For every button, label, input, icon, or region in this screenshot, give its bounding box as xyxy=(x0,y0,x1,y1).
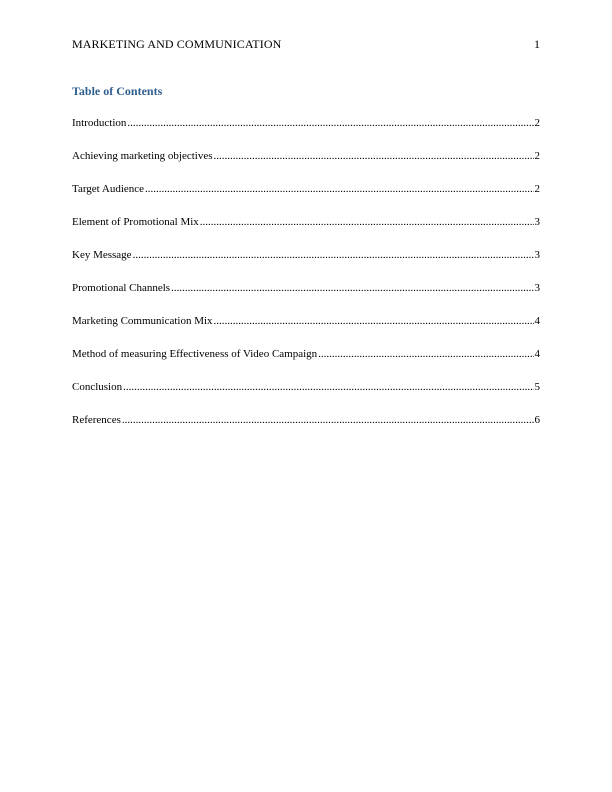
toc-entry-label[interactable]: Promotional Channels xyxy=(72,282,171,294)
toc-entry-conclusion[interactable] xyxy=(72,379,540,395)
toc-entry-references[interactable] xyxy=(72,412,540,428)
toc-heading: Table of Contents xyxy=(72,84,163,98)
toc-leader-dots xyxy=(171,280,533,296)
toc-entry-page[interactable]: 2 xyxy=(534,183,540,195)
toc-leader-dots xyxy=(127,115,533,131)
toc-leader-dots xyxy=(214,313,534,329)
toc-entry-page[interactable]: 5 xyxy=(534,381,540,393)
toc-leader-dots xyxy=(318,346,533,362)
toc-entry-page[interactable]: 4 xyxy=(534,348,540,360)
toc-leader-dots xyxy=(200,214,534,230)
toc-entry-element-of-promotional-mix[interactable] xyxy=(72,214,540,230)
toc-entry-method-of-measuring-effectiveness[interactable] xyxy=(72,346,540,362)
toc-entry-label[interactable]: Conclusion xyxy=(72,381,123,393)
toc-entry-label[interactable]: References xyxy=(72,414,121,426)
toc-entry-introduction[interactable] xyxy=(72,115,540,131)
toc-entry-page[interactable]: 2 xyxy=(534,150,540,162)
toc-entry-key-message[interactable] xyxy=(72,247,540,263)
toc-entry-page[interactable]: 3 xyxy=(534,216,540,228)
toc-leader-dots xyxy=(122,412,534,428)
table-of-contents xyxy=(72,115,540,445)
toc-leader-dots xyxy=(123,379,533,395)
toc-entry-promotional-channels[interactable] xyxy=(72,280,540,296)
toc-entry-page[interactable]: 2 xyxy=(534,117,540,129)
toc-leader-dots xyxy=(214,148,534,164)
toc-leader-dots xyxy=(145,181,533,197)
toc-entry-page[interactable]: 6 xyxy=(534,414,540,426)
toc-entry-label[interactable]: Marketing Communication Mix xyxy=(72,315,213,327)
toc-entry-label[interactable]: Element of Promotional Mix xyxy=(72,216,199,228)
toc-entry-page[interactable]: 3 xyxy=(534,249,540,261)
header-page-number: 1 xyxy=(534,37,540,51)
toc-entry-page[interactable]: 3 xyxy=(534,282,540,294)
toc-entry-label[interactable]: Achieving marketing objectives xyxy=(72,150,213,162)
toc-entry-achieving-marketing-objectives[interactable] xyxy=(72,148,540,164)
toc-entry-marketing-communication-mix[interactable] xyxy=(72,313,540,329)
running-head-title: MARKETING AND COMMUNICATION xyxy=(72,37,282,51)
toc-entry-label[interactable]: Method of measuring Effectiveness of Video Campaign xyxy=(72,348,318,360)
toc-leader-dots xyxy=(133,247,534,263)
toc-entry-page[interactable]: 4 xyxy=(534,315,540,327)
toc-entry-target-audience[interactable] xyxy=(72,181,540,197)
toc-entry-label[interactable]: Introduction xyxy=(72,117,127,129)
page-header xyxy=(72,36,540,52)
toc-entry-label[interactable]: Target Audience xyxy=(72,183,145,195)
toc-entry-label[interactable]: Key Message xyxy=(72,249,132,261)
